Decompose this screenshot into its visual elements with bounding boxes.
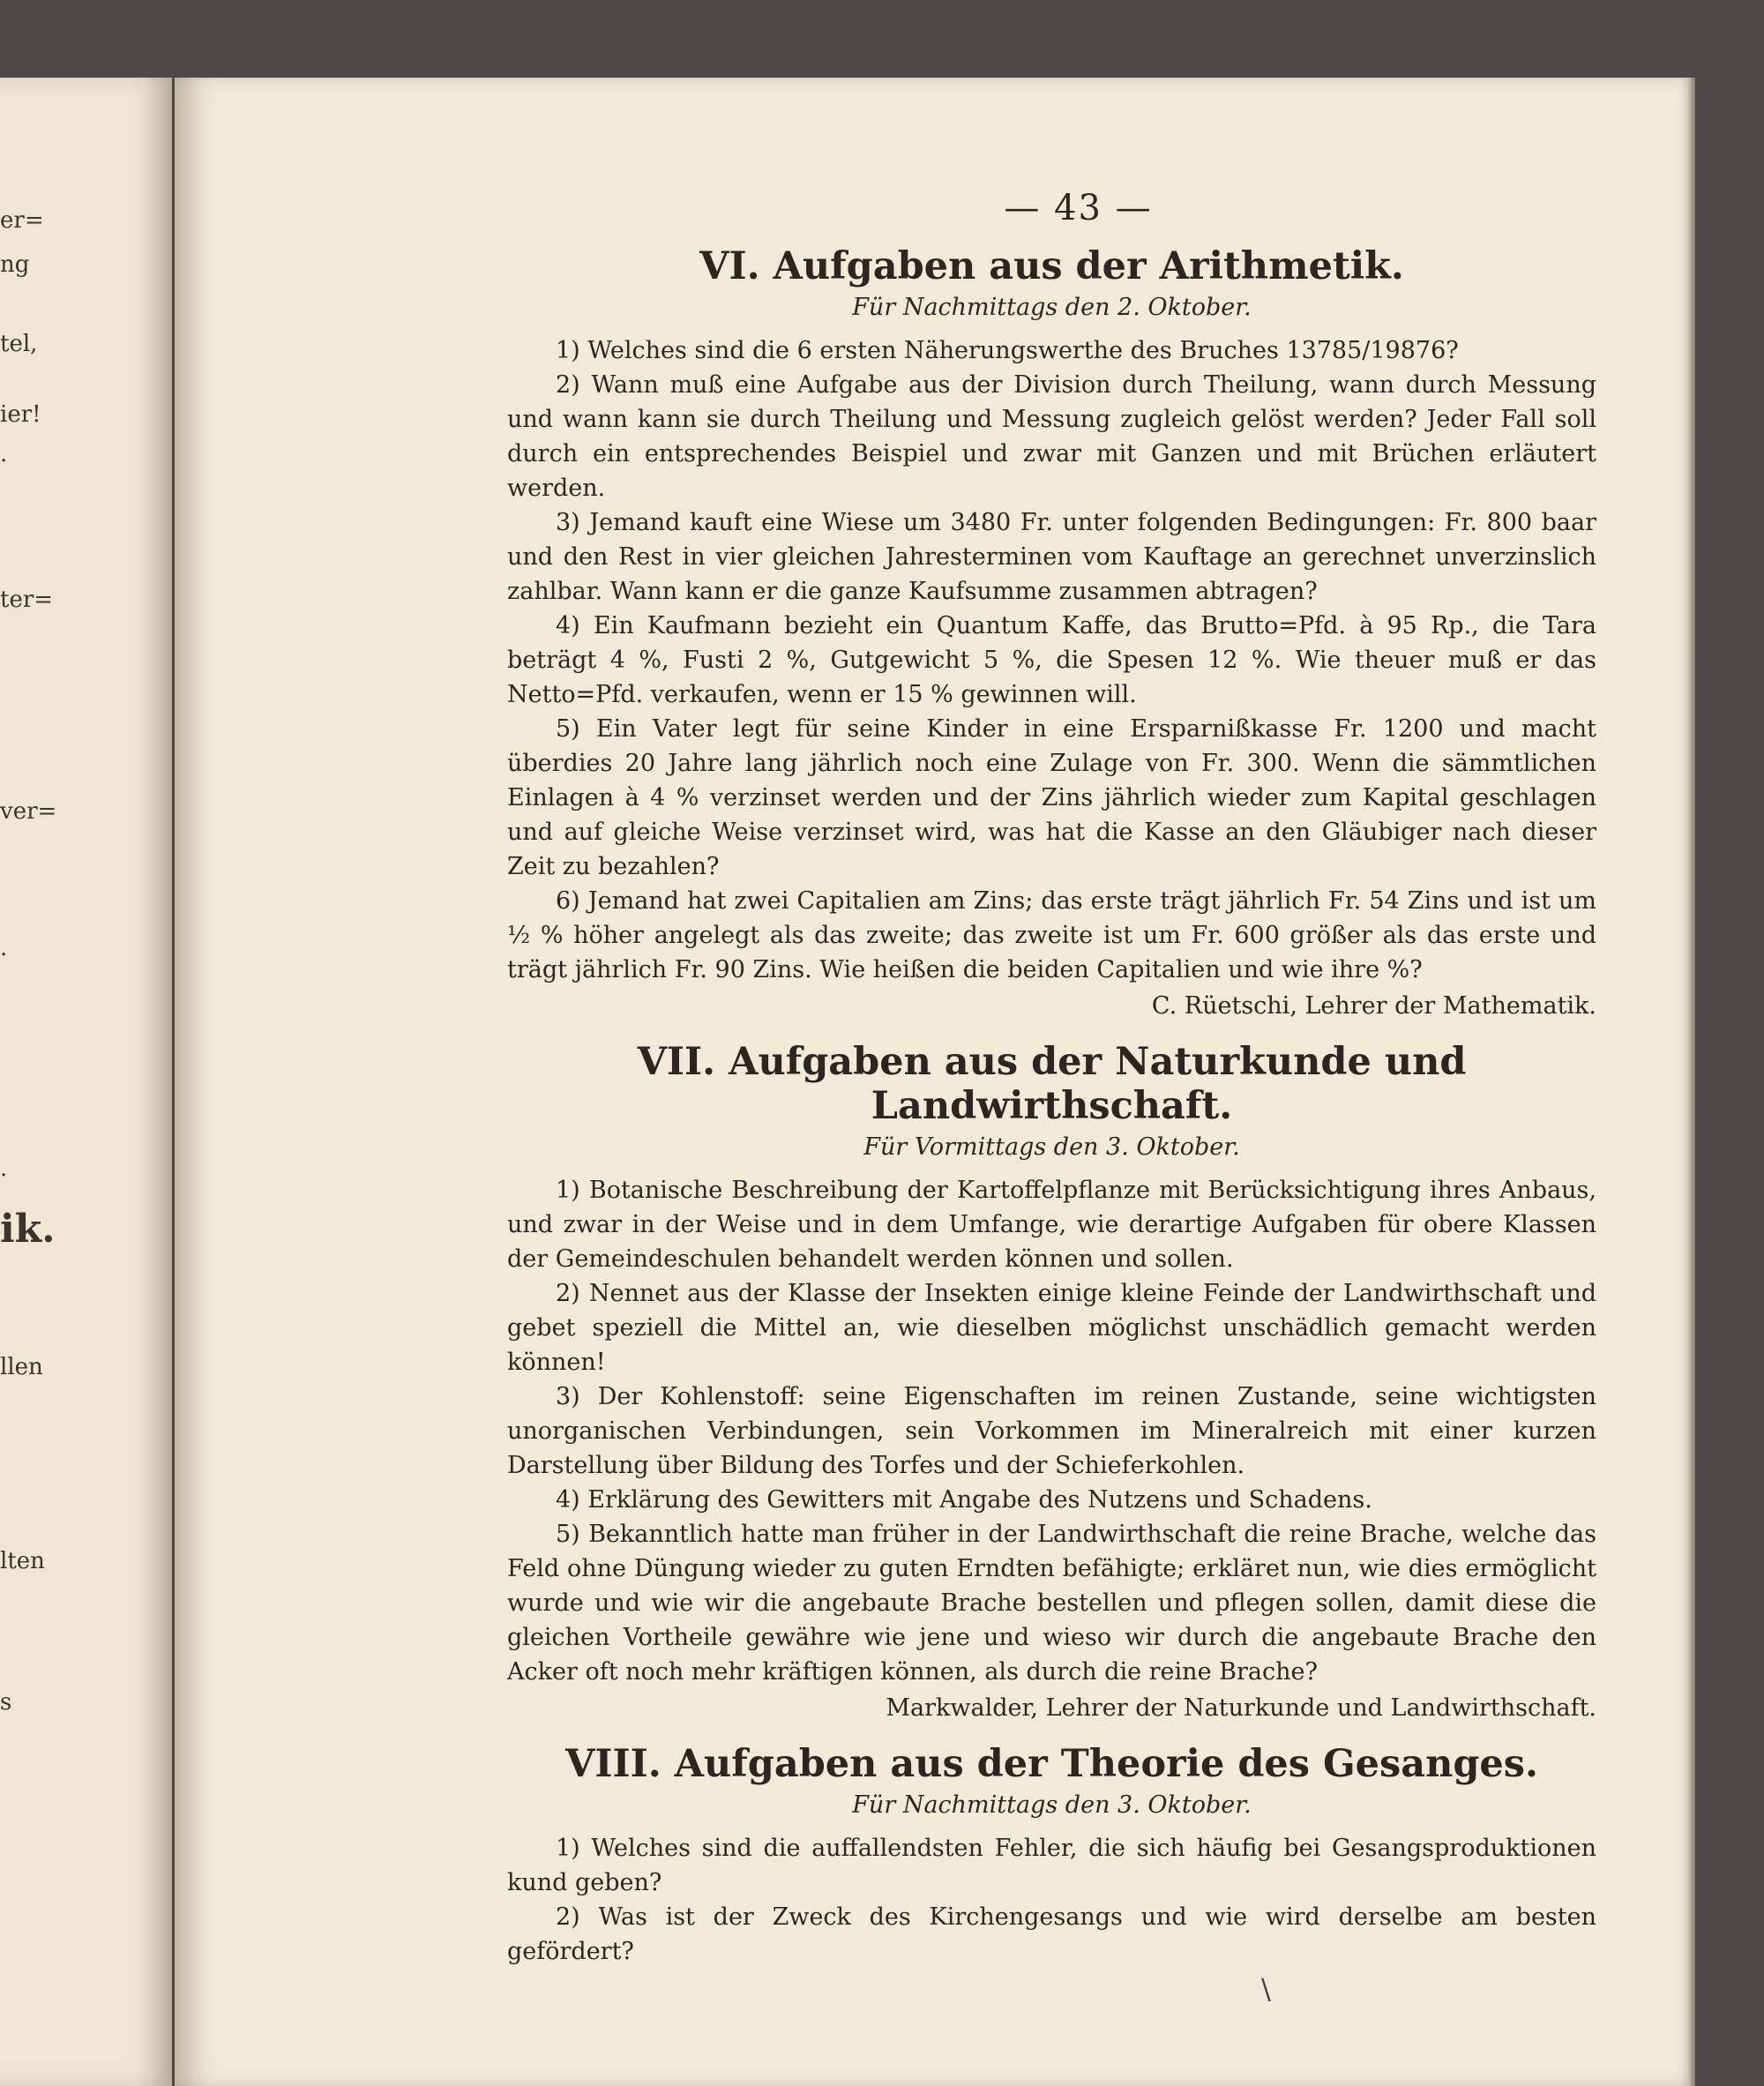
left-fragment: ier! — [0, 401, 41, 428]
left-fragment: . — [0, 441, 8, 467]
problem: 5) Bekanntlich hatte man früher in der Landwirthschaft die reine Brache, welche das Feld ohne Düngung wieder zu guten Erndten befähigte; erkläret nun, wie dies ermöglicht wurde und wie wir die angebaute Brache bestellen und pflegen sollen, damit diese die gleichen Vortheile gewähre wie jene und wieso wir durch die angebaute Brache den Acker oft noch mehr kräftigen können, als durch die reine Brache? — [507, 1521, 1596, 1686]
section-title: VII. Aufgaben aus der Naturkunde und Landwirthschaft. — [637, 1040, 1467, 1128]
stray-mark: \ — [1261, 1972, 1271, 2006]
problem: 2) Nennet aus der Klasse der Insekten einige kleine Feinde der Landwirthschaft und gebet speziell die Mittel an, wie dieselben möglichst unschädlich gemacht werden können! — [507, 1280, 1596, 1376]
section-subtitle: Für Vormittags den 3. Oktober. — [863, 1133, 1240, 1161]
problem: 5) Ein Vater legt für seine Kinder in eine Ersparnißkasse Fr. 1200 und macht überdies 20 Jahre lang jährlich noch eine Zulage von Fr. 300. Wenn die sämmtlichen Einlagen à 4 % verzinset werden und der Zins jährlich wieder zum Kapital geschlagen und auf gleiche Weise verzinset wird, was hat die Kasse an den Gläubiger nach dieser Zeit zu bezahlen? — [507, 715, 1596, 880]
left-fragment: ter= — [0, 587, 54, 613]
left-fragment: er= — [0, 207, 44, 234]
page-edge — [1688, 78, 1695, 2086]
signature: Markwalder, Lehrer der Naturkunde und Landwirthschaft. — [886, 1694, 1596, 1722]
left-fragment: ik. — [0, 1207, 56, 1252]
problem: 4) Ein Kaufmann bezieht ein Quantum Kaffe, das Brutto=Pfd. à 95 Rp., die Tara beträgt 4 %, Fusti 2 %, Gutgewicht 5 %, die Spesen 12 %. Wie theuer muß er das Netto=Pfd. verkaufen, wenn er 15 % gewinnen will. — [507, 612, 1596, 708]
problem: 2) Wann muß eine Aufgabe aus der Division durch Theilung, wann durch Messung und wann kann sie durch Theilung und Messung zugleich gelöst werden? Jeder Fall soll durch ein entsprechendes Beispiel und zwar mit Ganzen und mit Brüchen erläutert werden. — [507, 371, 1596, 502]
left-fragment: tel, — [0, 331, 38, 357]
left-fragment: s — [0, 1689, 12, 1716]
problem: 6) Jemand hat zwei Capitalien am Zins; das erste trägt jährlich Fr. 54 Zins und ist um ½ % höher angelegt als das zweite; das zweite ist um Fr. 600 größer als das erste und trägt jährlich Fr. 90 Zins. Wie heißen die beiden Capitalien und wie ihre %? — [507, 887, 1596, 983]
section-subtitle: Für Nachmittags den 3. Oktober. — [852, 1791, 1252, 1819]
page-number: — 43 — — [1004, 188, 1153, 228]
problem: 1) Welches sind die auffallendsten Fehler, die sich häufig bei Gesangsproduktionen kund geben? — [507, 1835, 1596, 1896]
page-text — [507, 188, 1596, 1969]
section-title: VIII. Aufgaben aus der Theorie des Gesanges. — [565, 1742, 1538, 1786]
section-arithmetic — [507, 244, 1596, 1024]
left-fragment: . — [0, 1155, 8, 1182]
right-page — [175, 78, 1688, 2086]
left-page — [0, 78, 172, 2086]
left-fragment: lten — [0, 1548, 45, 1574]
signature: C. Rüetschi, Lehrer der Mathematik. — [1151, 992, 1596, 1020]
left-fragment: ver= — [0, 798, 57, 825]
problem: 1) Welches sind die 6 ersten Näherungswerthe des Bruches 13785/19876? — [556, 337, 1459, 364]
left-fragment: ng — [0, 251, 30, 278]
problem: 1) Botanische Beschreibung der Kartoffelpflanze mit Berücksichtigung ihres Anbaus, und zwar in der Weise und in dem Umfange, wie derartige Aufgaben für obere Klassen der Gemeindeschulen behandelt werden können und sollen. — [507, 1177, 1596, 1273]
section-subtitle: Für Nachmittags den 2. Oktober. — [852, 294, 1252, 321]
section-natural-science — [507, 1040, 1596, 1726]
section-title: VI. Aufgaben aus der Arithmetik. — [699, 244, 1404, 288]
problem: 4) Erklärung des Gewitters mit Angabe des Nutzens und Schadens. — [556, 1486, 1372, 1514]
left-fragment: llen — [0, 1354, 43, 1380]
left-fragment: . — [0, 935, 8, 961]
problem: 2) Was ist der Zweck des Kirchengesangs und wie wird derselbe am besten gefördert? — [507, 1903, 1596, 1965]
problem: 3) Jemand kauft eine Wiese um 3480 Fr. unter folgenden Bedingungen: Fr. 800 baar und den Rest in vier gleichen Jahresterminen vom Kauftage an gerechnet unverzinslich zahlbar. Wann kann er die ganze Kaufsumme zusammen abtragen? — [507, 509, 1596, 605]
section-singing-theory — [507, 1742, 1596, 1969]
problem: 3) Der Kohlenstoff: seine Eigenschaften im reinen Zustande, seine wichtigsten unorganischen Verbindungen, sein Vorkommen im Mineralreich mit einer kurzen Darstellung über Bildung des Torfes und der Schieferkohlen. — [507, 1383, 1596, 1479]
